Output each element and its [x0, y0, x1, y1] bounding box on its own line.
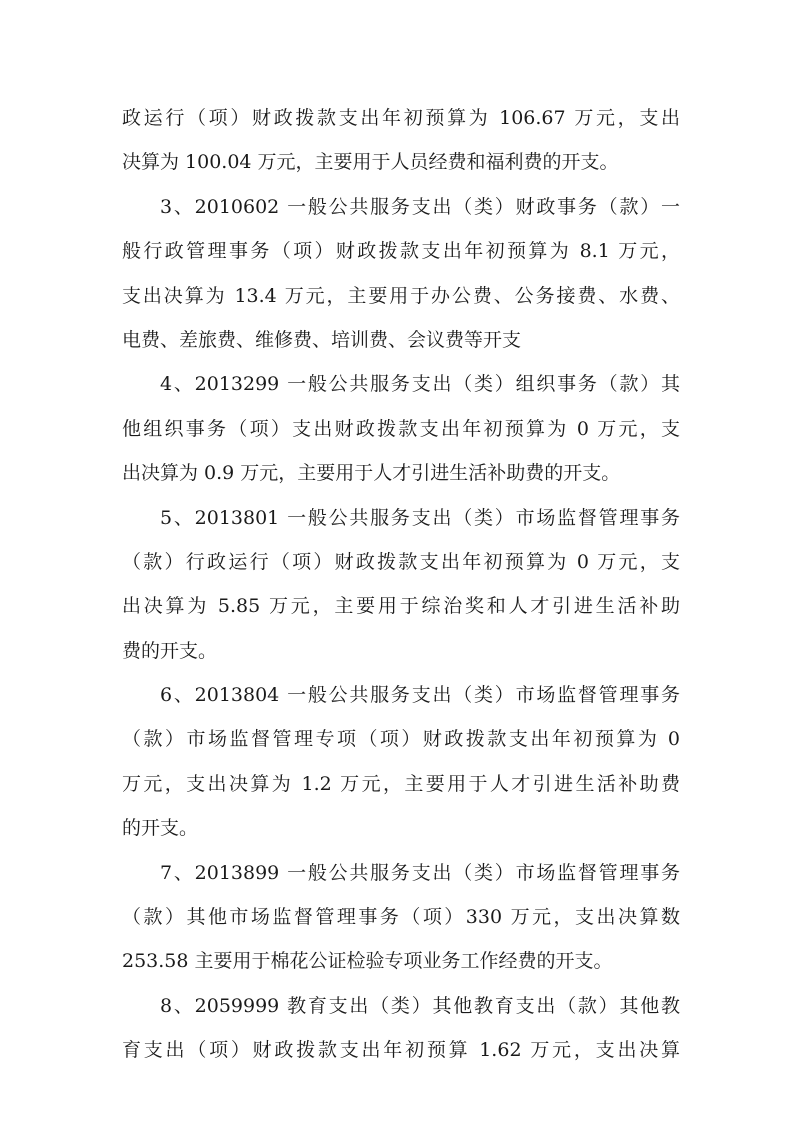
text-line: 3、2010602 一般公共服务支出（类）财政事务（款）一 [160, 195, 680, 218]
text-line: 支出决算为 13.4 万元，主要用于办公费、公务接费、水费、 [122, 284, 680, 307]
document-page [122, 96, 680, 1073]
text-line: 费的开支。 [122, 639, 218, 662]
text-line: （款）行政运行（项）财政拨款支出年初预算为 0 万元，支 [122, 550, 680, 573]
text-line: 出决算为 5.85 万元，主要用于综治奖和人才引进生活补助 [122, 595, 680, 618]
text-line: 般行政管理事务（项）财政拨款支出年初预算为 8.1 万元， [122, 240, 680, 263]
paragraph [122, 673, 680, 851]
paragraph [122, 362, 680, 495]
text-line: 6、2013804 一般公共服务支出（类）市场监督管理事务 [160, 684, 680, 707]
paragraph [122, 496, 680, 674]
text-line: 电费、差旅费、维修费、培训费、会议费等开支 [122, 328, 522, 351]
text-line: 的开支。 [122, 817, 199, 840]
text-line: （款）其他市场监督管理事务（项）330 万元，支出决算数 [122, 906, 680, 929]
text-line: 253.58 主要用于棉花公证检验专项业务工作经费的开支。 [122, 950, 613, 973]
text-line: 4、2013299 一般公共服务支出（类）组织事务（款）其 [160, 373, 680, 396]
text-line: 出决算为 0.9 万元，主要用于人才引进生活补助费的开支。 [122, 462, 621, 485]
text-line: 育支出（项）财政拨款支出年初预算 1.62 万元，支出决算 [122, 1039, 680, 1062]
paragraph [122, 984, 680, 1073]
text-line: 政运行（项）财政拨款支出年初预算为 106.67 万元，支出 [122, 107, 680, 129]
text-line: 5、2013801 一般公共服务支出（类）市场监督管理事务 [160, 506, 680, 529]
text-line: 7、2013899 一般公共服务支出（类）市场监督管理事务 [160, 861, 680, 884]
paragraph [122, 96, 680, 185]
paragraph [122, 185, 680, 363]
text-line: （款）市场监督管理专项（项）财政拨款支出年初预算为 0 [122, 728, 680, 751]
text-line: 万元，支出决算为 1.2 万元，主要用于人才引进生活补助费 [122, 772, 680, 795]
text-line: 他组织事务（项）支出财政拨款支出年初预算为 0 万元，支 [122, 417, 680, 440]
text-line: 决算为 100.04 万元，主要用于人员经费和福利费的开支。 [122, 151, 619, 174]
paragraph [122, 851, 680, 984]
text-line: 8、2059999 教育支出（类）其他教育支出（款）其他教 [160, 994, 680, 1017]
